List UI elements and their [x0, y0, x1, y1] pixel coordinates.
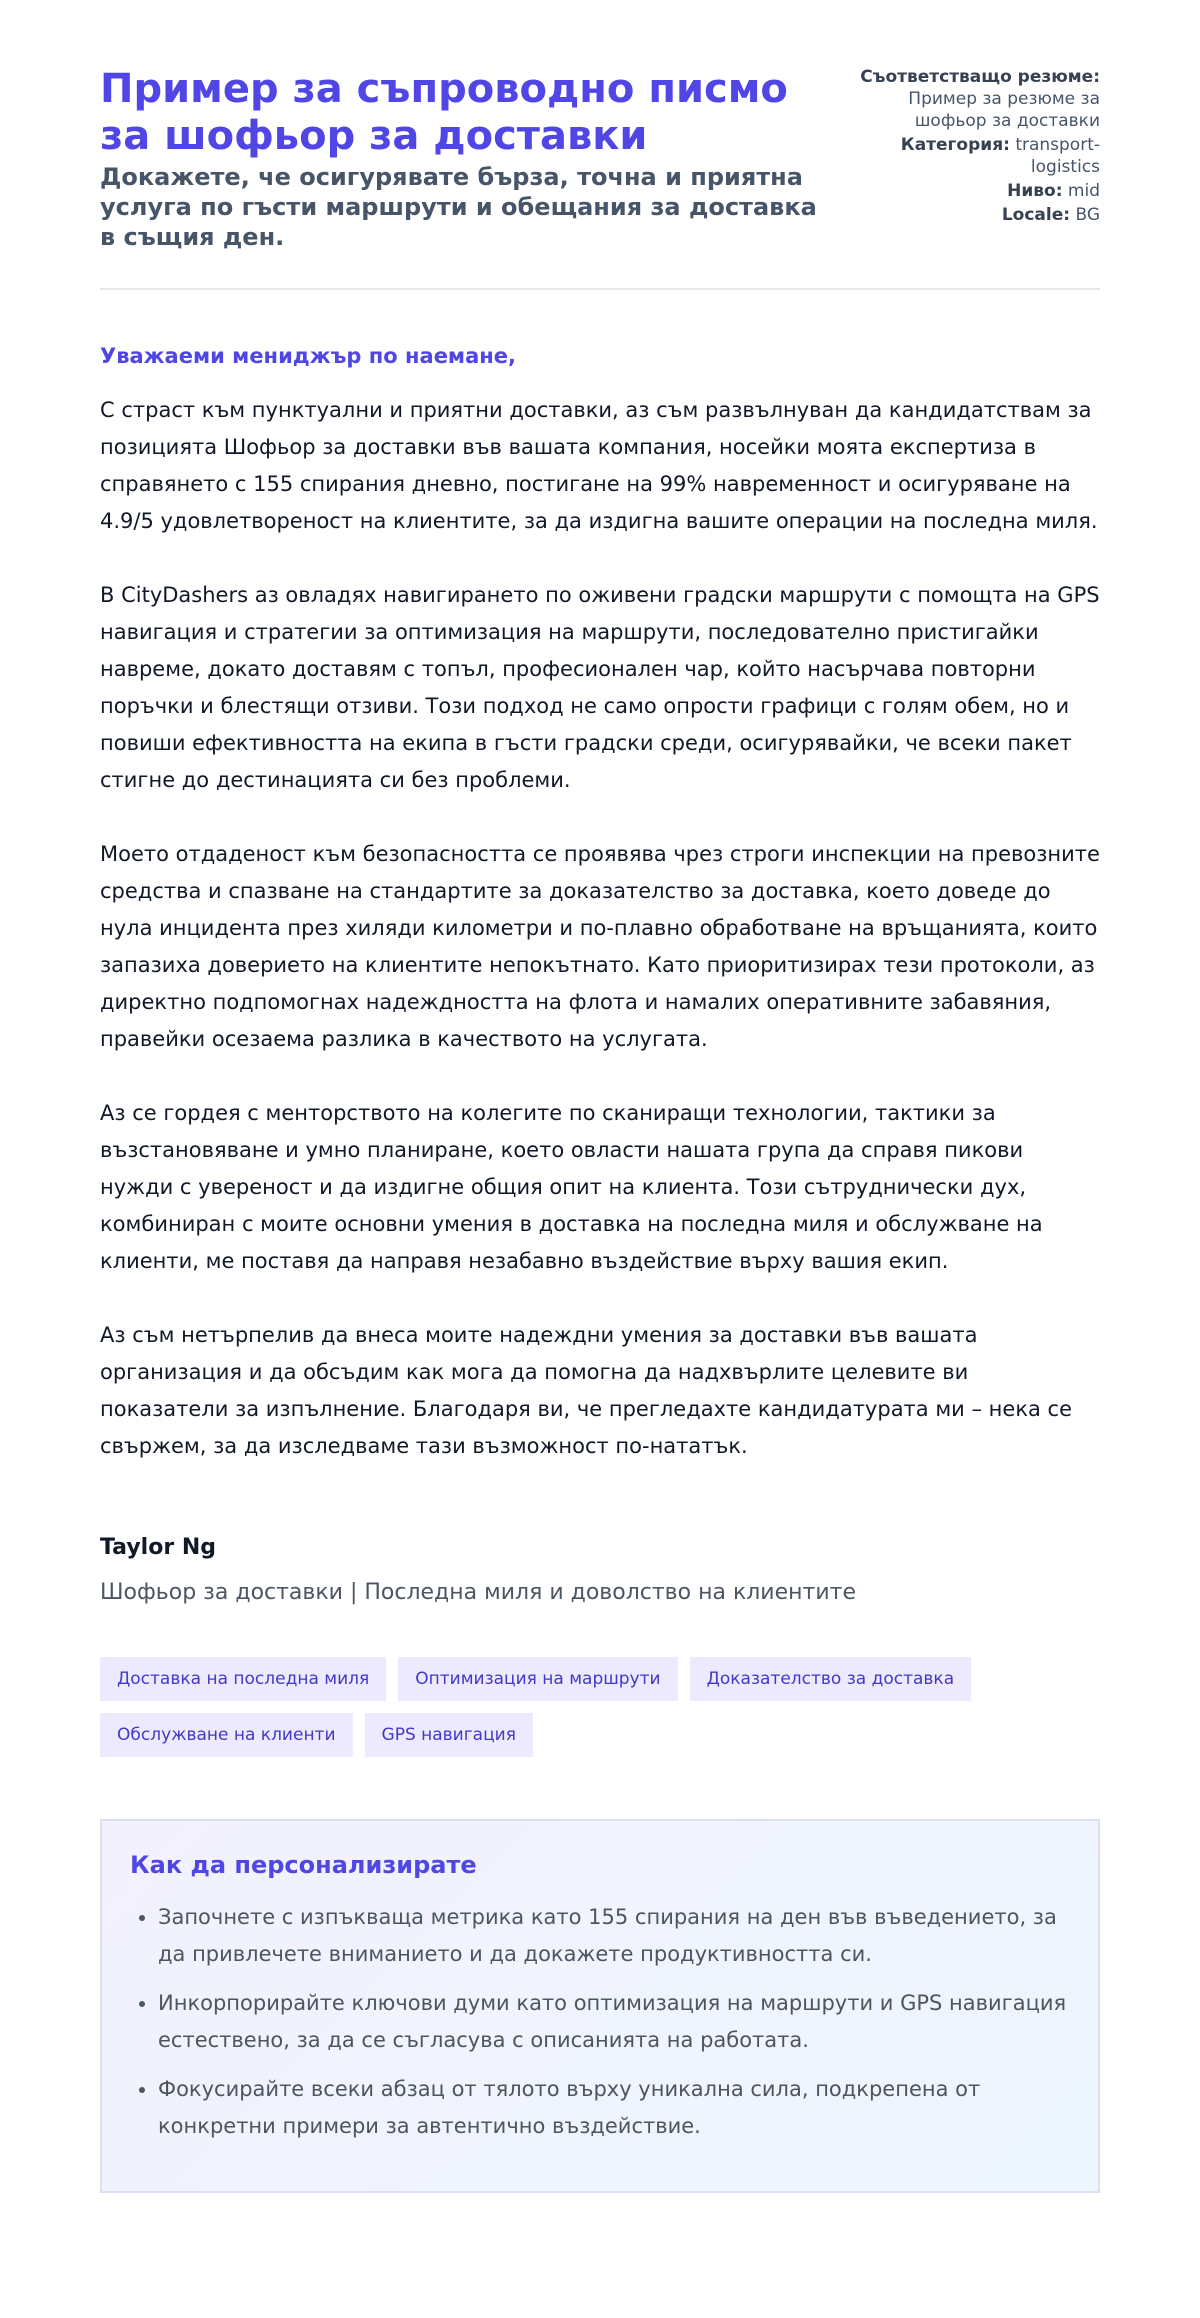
skill-tag: Доказателство за доставка [690, 1657, 972, 1701]
paragraph: Моето отдаденост към безопасността се проявява чрез строги инспекции на превозните средства и спазване на стандартите за доказателство за доставка, което доведе до нула инцидента през хиляди километри и по-плавно обработване на връщанията, които запазиха доверието на клиентите непокътнато. Като приоритизирах тези протоколи, аз директно подпомогнах надеждността на флота и намалих оперативните забавяния, правейки осезаема разлика в качеството на услугата. [100, 842, 1100, 1051]
locale-value: BG [1075, 205, 1100, 225]
paragraph: Аз съм нетърпелив да внеса моите надеждни умения за доставки във вашата организация и да обсъдим как мога да помогна да надхвърлите целевите ви показатели за изпълнение. Благодаря ви, че прегледахте кандидатурата ми – нека се свържем, за да изследваме тази възможност по-нататък. [100, 1323, 1073, 1458]
signature-name: Taylor Ng [100, 1535, 217, 1560]
page-header [100, 66, 1100, 290]
signature-title: Шофьор за доставки | Последна миля и доволство на клиентите [100, 1580, 856, 1605]
letter-body [100, 392, 1100, 1465]
tip-item: • Фокусирайте всеки абзац от тялото върху уникална сила, подкрепена от конкретни примери за автентично въздействие. [158, 2071, 1070, 2145]
cover-letter-page [100, 0, 1100, 2253]
level-value: mid [1067, 181, 1100, 201]
meta-panel [840, 66, 1100, 228]
paragraph: С страст към пунктуални и приятни доставки, аз съм развълнуван да кандидатствам за позицията Шофьор за доставки във вашата компания, носейки моята експертиза в справянето с 155 спирания дневно, постигане на 99% навременност и осигуряване на 4.9/5 удовлетвореност на клиентите, за да издигна вашите операции на последна миля. [100, 398, 1098, 533]
tips-box [100, 1819, 1100, 2193]
page-subtitle: Докажете, че осигурявате бърза, точна и приятна услуга по гъсти маршрути и обещания за доставка в същия ден. [100, 163, 817, 251]
resume-link[interactable]: Пример за резюме за шофьор за доставки [908, 89, 1100, 131]
skill-tag: Оптимизация на маршрути [398, 1657, 677, 1701]
level-label: Ниво: [1007, 181, 1063, 201]
category-label: Категория: [900, 135, 1010, 155]
skill-tags [100, 1657, 1020, 1757]
paragraph: Аз се гордея с менторството на колегите по сканиращи технологии, тактики за възстановяване и умно планиране, което овласти нашата група да справя пикови нужди с увереност и да издигне общия опит на клиента. Този сътруднически дух, комбиниран с моите основни умения в доставка на последна миля и обслужване на клиенти, ме поставя да направя незабавно въздействие върху вашия екип. [100, 1101, 1043, 1273]
resume-label: Съответстващо резюме: [860, 67, 1100, 87]
tips-title: Как да персонализирате [130, 1851, 477, 1879]
category-value: transport-logistics [1015, 135, 1100, 177]
skill-tag: GPS навигация [365, 1713, 533, 1757]
skill-tag: Обслужване на клиенти [100, 1713, 353, 1757]
tip-item: • Инкорпорирайте ключови думи като оптимизация на маршрути и GPS навигация естествено, за да се съгласува с описанията на работата. [158, 1985, 1070, 2059]
paragraph: В CityDashers аз овладях навигирането по оживени градски маршрути с помощта на GPS навигация и стратегии за оптимизация на маршрути, последователно пристигайки навреме, докато доставям с топъл, професионален чар, който насърчава повторни поръчки и блестящи отзиви. Този подход не само опрости графици с голям обем, но и повиши ефективността на екипа в гъсти градски среди, осигурявайки, че всеки пакет стигне до дестинацията си без проблеми. [100, 583, 1100, 792]
tip-item: • Започнете с изпъкваща метрика като 155 спирания на ден във въведението, за да привлечете вниманието и да докажете продуктивността си. [158, 1899, 1070, 1973]
skill-tag: Доставка на последна миля [100, 1657, 386, 1701]
greeting: Уважаеми мениджър по наемане, [100, 344, 517, 368]
locale-label: Locale: [1001, 205, 1071, 225]
page-title: Пример за съпроводно писмо за шофьор за доставки [100, 66, 788, 159]
